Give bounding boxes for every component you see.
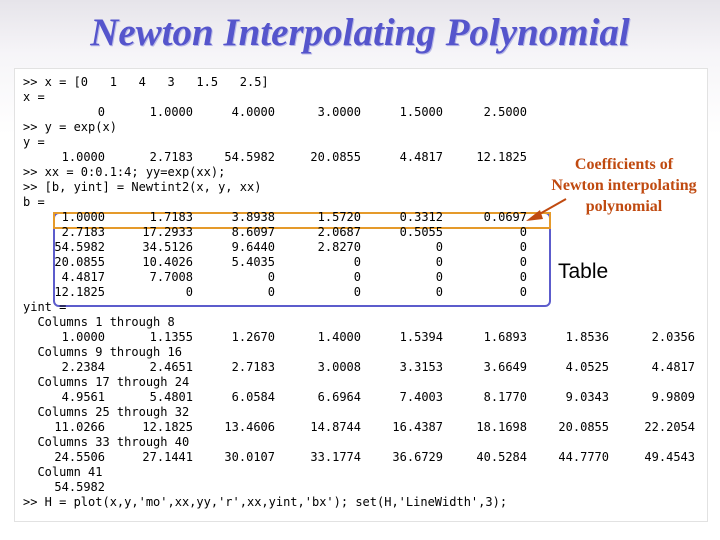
table-annotation: Table <box>558 260 609 283</box>
console-line <box>15 435 707 450</box>
console-value: 4.0000 <box>231 105 275 119</box>
console-value: 40.5284 <box>476 450 527 464</box>
console-value: 1.2670 <box>231 330 275 344</box>
console-line <box>15 285 707 300</box>
console-line <box>15 495 707 510</box>
console-line <box>15 330 707 345</box>
console-text: >> y = exp(x) <box>23 120 117 134</box>
console-value: 4.4817 <box>399 150 443 164</box>
console-value: 0 <box>97 105 105 119</box>
console-value: 1.5720 <box>317 210 361 224</box>
console-line <box>15 480 707 495</box>
console-value: 0.0697 <box>483 210 527 224</box>
console-value: 20.0855 <box>558 420 609 434</box>
console-value: 1.0000 <box>149 105 193 119</box>
console-value: 1.8536 <box>565 330 609 344</box>
console-value: 11.0266 <box>54 420 105 434</box>
console-value: 2.7183 <box>231 360 275 374</box>
console-value: 0 <box>435 285 443 299</box>
console-line <box>15 450 707 465</box>
console-text: Column 41 <box>23 465 103 479</box>
console-line <box>15 120 707 135</box>
console-value: 2.4651 <box>149 360 193 374</box>
console-text: Columns 33 through 40 <box>23 435 190 449</box>
console-value: 1.1355 <box>149 330 193 344</box>
console-value: 2.0687 <box>317 225 361 239</box>
console-value: 54.5982 <box>54 480 105 494</box>
console-value: 4.4817 <box>61 270 105 284</box>
console-value: 9.6440 <box>231 240 275 254</box>
console-text: Columns 25 through 32 <box>23 405 190 419</box>
console-value: 49.4543 <box>644 450 695 464</box>
console-value: 20.0855 <box>54 255 105 269</box>
console-value: 9.0343 <box>565 390 609 404</box>
console-line <box>15 420 707 435</box>
console-value: 0 <box>353 285 361 299</box>
console-text: Columns 17 through 24 <box>23 375 190 389</box>
console-value: 1.0000 <box>61 210 105 224</box>
console-value: 1.5394 <box>399 330 443 344</box>
console-value: 0 <box>267 270 275 284</box>
console-value: 0 <box>353 255 361 269</box>
console-value: 3.0008 <box>317 360 361 374</box>
console-text: Columns 9 through 16 <box>23 345 182 359</box>
console-value: 0 <box>435 255 443 269</box>
console-value: 20.0855 <box>310 150 361 164</box>
console-line <box>15 360 707 375</box>
console-value: 0 <box>519 270 527 284</box>
console-value: 0 <box>519 225 527 239</box>
console-value: 54.5982 <box>54 240 105 254</box>
console-value: 2.7183 <box>149 150 193 164</box>
console-text: >> H = plot(x,y,'mo',xx,yy,'r',xx,yint,'bx'); set(H,'LineWidth',3); <box>23 495 508 509</box>
console-value: 33.1774 <box>310 450 361 464</box>
console-line <box>15 105 707 120</box>
console-line <box>15 390 707 405</box>
console-value: 0 <box>519 285 527 299</box>
console-value: 2.5000 <box>483 105 527 119</box>
console-value: 10.4026 <box>142 255 193 269</box>
console-value: 3.6649 <box>483 360 527 374</box>
console-text: >> x = [0 1 4 3 1.5 2.5] <box>23 75 269 89</box>
console-value: 3.0000 <box>317 105 361 119</box>
console-value: 14.8744 <box>310 420 361 434</box>
console-value: 54.5982 <box>224 150 275 164</box>
console-text: Columns 1 through 8 <box>23 315 175 329</box>
console-value: 1.4000 <box>317 330 361 344</box>
console-value: 1.0000 <box>61 330 105 344</box>
console-value: 22.2054 <box>644 420 695 434</box>
console-value: 0 <box>519 240 527 254</box>
console-value: 5.4801 <box>149 390 193 404</box>
console-value: 27.1441 <box>142 450 193 464</box>
console-value: 1.0000 <box>61 150 105 164</box>
console-value: 9.9809 <box>651 390 695 404</box>
console-line <box>15 300 707 315</box>
slide-title: Newton Interpolating Polynomial <box>90 11 630 54</box>
console-line <box>15 345 707 360</box>
console-value: 0 <box>435 270 443 284</box>
console-value: 0 <box>435 240 443 254</box>
matlab-console-output <box>14 68 708 522</box>
console-value: 18.1698 <box>476 420 527 434</box>
console-value: 0.5055 <box>399 225 443 239</box>
console-value: 12.1825 <box>54 285 105 299</box>
console-line <box>15 225 707 240</box>
console-text: y = <box>23 135 45 149</box>
console-value: 2.7183 <box>61 225 105 239</box>
console-value: 2.0356 <box>651 330 695 344</box>
console-value: 13.4606 <box>224 420 275 434</box>
console-value: 3.3153 <box>399 360 443 374</box>
console-value: 12.1825 <box>142 420 193 434</box>
console-value: 2.8270 <box>317 240 361 254</box>
console-line <box>15 405 707 420</box>
console-text: >> [b, yint] = Newtint2(x, y, xx) <box>23 180 262 194</box>
console-value: 30.0107 <box>224 450 275 464</box>
console-text: >> xx = 0:0.1:4; yy=exp(xx); <box>23 165 226 179</box>
console-value: 24.5506 <box>54 450 105 464</box>
console-line <box>15 240 707 255</box>
console-value: 4.4817 <box>651 360 695 374</box>
console-value: 3.8938 <box>231 210 275 224</box>
console-value: 6.6964 <box>317 390 361 404</box>
console-value: 44.7770 <box>558 450 609 464</box>
console-line <box>15 75 707 90</box>
console-value: 0 <box>353 270 361 284</box>
coefficients-annotation: Coefficients of Newton interpolating polynomial <box>551 156 697 215</box>
console-value: 1.6893 <box>483 330 527 344</box>
console-value: 12.1825 <box>476 150 527 164</box>
console-value: 1.5000 <box>399 105 443 119</box>
console-text: yint = <box>23 300 67 314</box>
console-value: 7.7008 <box>149 270 193 284</box>
console-value: 0 <box>267 285 275 299</box>
console-line <box>15 135 707 150</box>
console-value: 6.0584 <box>231 390 275 404</box>
console-value: 4.0525 <box>565 360 609 374</box>
console-value: 4.9561 <box>61 390 105 404</box>
console-value: 0 <box>185 285 193 299</box>
console-value: 2.2384 <box>61 360 105 374</box>
console-value: 17.2933 <box>142 225 193 239</box>
console-line <box>15 90 707 105</box>
console-value: 16.4387 <box>392 420 443 434</box>
console-value: 36.6729 <box>392 450 443 464</box>
console-value: 8.1770 <box>483 390 527 404</box>
console-value: 7.4003 <box>399 390 443 404</box>
console-value: 5.4035 <box>231 255 275 269</box>
console-line <box>15 465 707 480</box>
console-text: b = <box>23 195 45 209</box>
console-value: 8.6097 <box>231 225 275 239</box>
console-value: 0.3312 <box>399 210 443 224</box>
arrow-icon <box>520 196 570 222</box>
console-line <box>15 375 707 390</box>
console-text: x = <box>23 90 45 104</box>
console-value: 1.7183 <box>149 210 193 224</box>
console-line <box>15 315 707 330</box>
console-value: 0 <box>519 255 527 269</box>
console-value: 34.5126 <box>142 240 193 254</box>
